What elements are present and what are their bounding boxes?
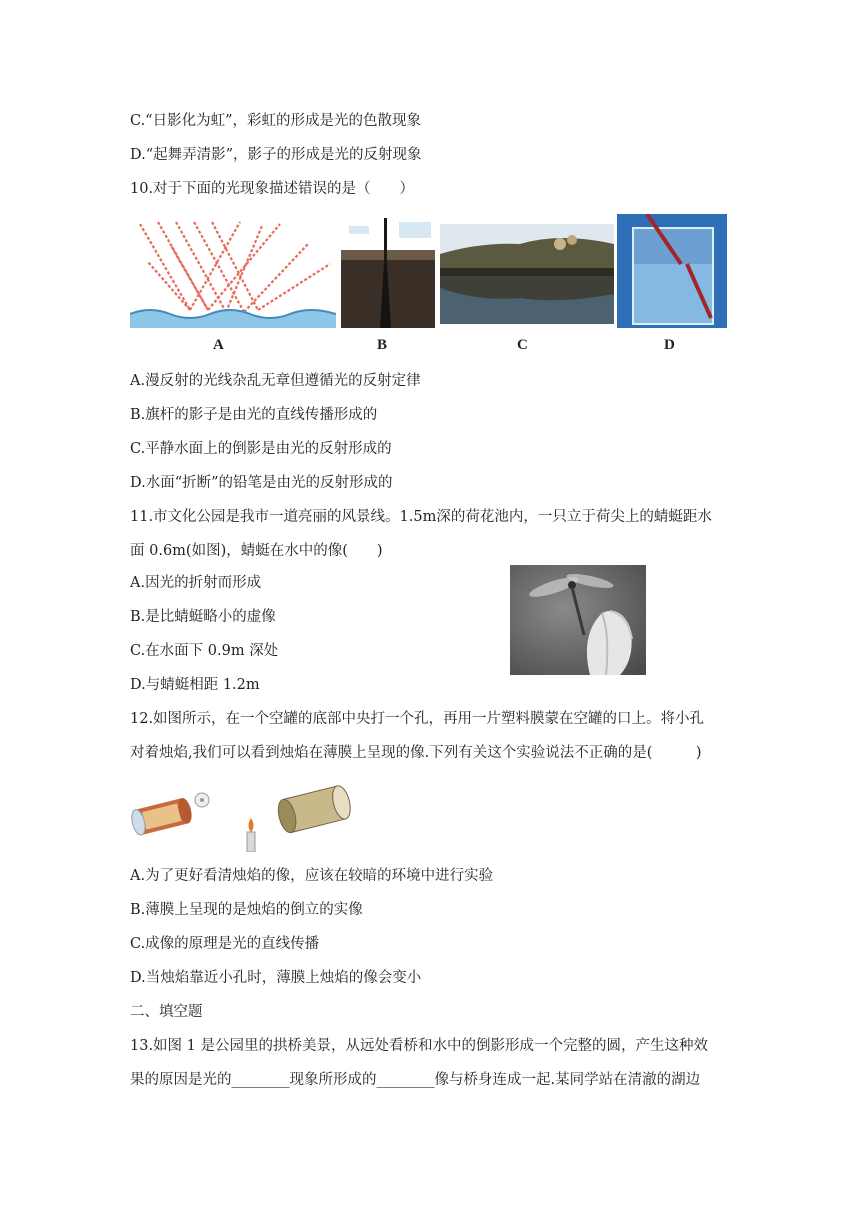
q12-stem-line2: 对着烛焰,我们可以看到烛焰在薄膜上呈现的像.下列有关这个实验说法不正确的是( ) [130, 745, 702, 761]
figure-a-diffuse-reflection [130, 214, 336, 328]
q10-option-d: D.水面“折断”的铅笔是由光的反射形成的 [130, 475, 393, 491]
q9-option-c: C.“日影化为虹”，彩虹的形成是光的色散现象 [130, 113, 422, 129]
section-title-fill-in: 二、填空题 [130, 1004, 203, 1020]
figure-label-b: B [377, 337, 388, 353]
q11-option-c: C.在水面下 0.9m 深处 [130, 643, 279, 659]
q11-stem-line2: 面 0.6m(如图)，蜻蜓在水中的像( ) [130, 543, 383, 559]
figure-d-pencil-in-water [617, 214, 727, 328]
pinhole-camera-figure [130, 778, 360, 852]
q12-option-a: A.为了更好看清烛焰的像，应该在较暗的环境中进行实验 [130, 868, 494, 884]
q11-option-b: B.是比蜻蜓略小的虚像 [130, 609, 276, 625]
figure-label-c: C [517, 337, 528, 353]
q12-option-d: D.当烛焰靠近小孔时，薄膜上烛焰的像会变小 [130, 970, 422, 986]
figure-b-flagpole-shadow [339, 214, 437, 328]
figure-label-a: A [213, 337, 224, 353]
figure-c-water-reflection [440, 224, 614, 324]
q10-stem: 10.对于下面的光现象描述错误的是（ ） [130, 181, 415, 197]
dragonfly-lotus-photo [510, 565, 646, 675]
q11-stem-line1: 11.市文化公园是我市一道亮丽的风景线。1.5m深的荷花池内，一只立于荷尖上的蜻蜓距水 [130, 509, 712, 525]
q11-option-a: A.因光的折射而形成 [130, 575, 262, 591]
q9-option-d: D.“起舞弄清影”，影子的形成是光的反射现象 [130, 147, 422, 163]
q12-option-c: C.成像的原理是光的直线传播 [130, 936, 320, 952]
figure-label-d: D [664, 337, 675, 353]
q12-stem-line1: 12.如图所示，在一个空罐的底部中央打一个孔，再用一片塑料膜蒙在空罐的口上。将小孔 [130, 711, 705, 727]
q12-option-b: B.薄膜上呈现的是烛焰的倒立的实像 [130, 902, 363, 918]
q13-line1: 13.如图 1 是公园里的拱桥美景，从远处看桥和水中的倒影形成一个完整的圆，产生这种效 [130, 1038, 708, 1054]
q10-option-a: A.漫反射的光线杂乱无章但遵循光的反射定律 [130, 373, 421, 389]
q10-option-c: C.平静水面上的倒影是由光的反射形成的 [130, 441, 392, 457]
q11-option-d: D.与蜻蜓相距 1.2m [130, 677, 260, 693]
q13-line2: 果的原因是光的________现象所形成的________像与桥身连成一起.某同学站在清澈的湖边 [130, 1072, 701, 1088]
q10-option-b: B.旗杆的影子是由光的直线传播形成的 [130, 407, 378, 423]
